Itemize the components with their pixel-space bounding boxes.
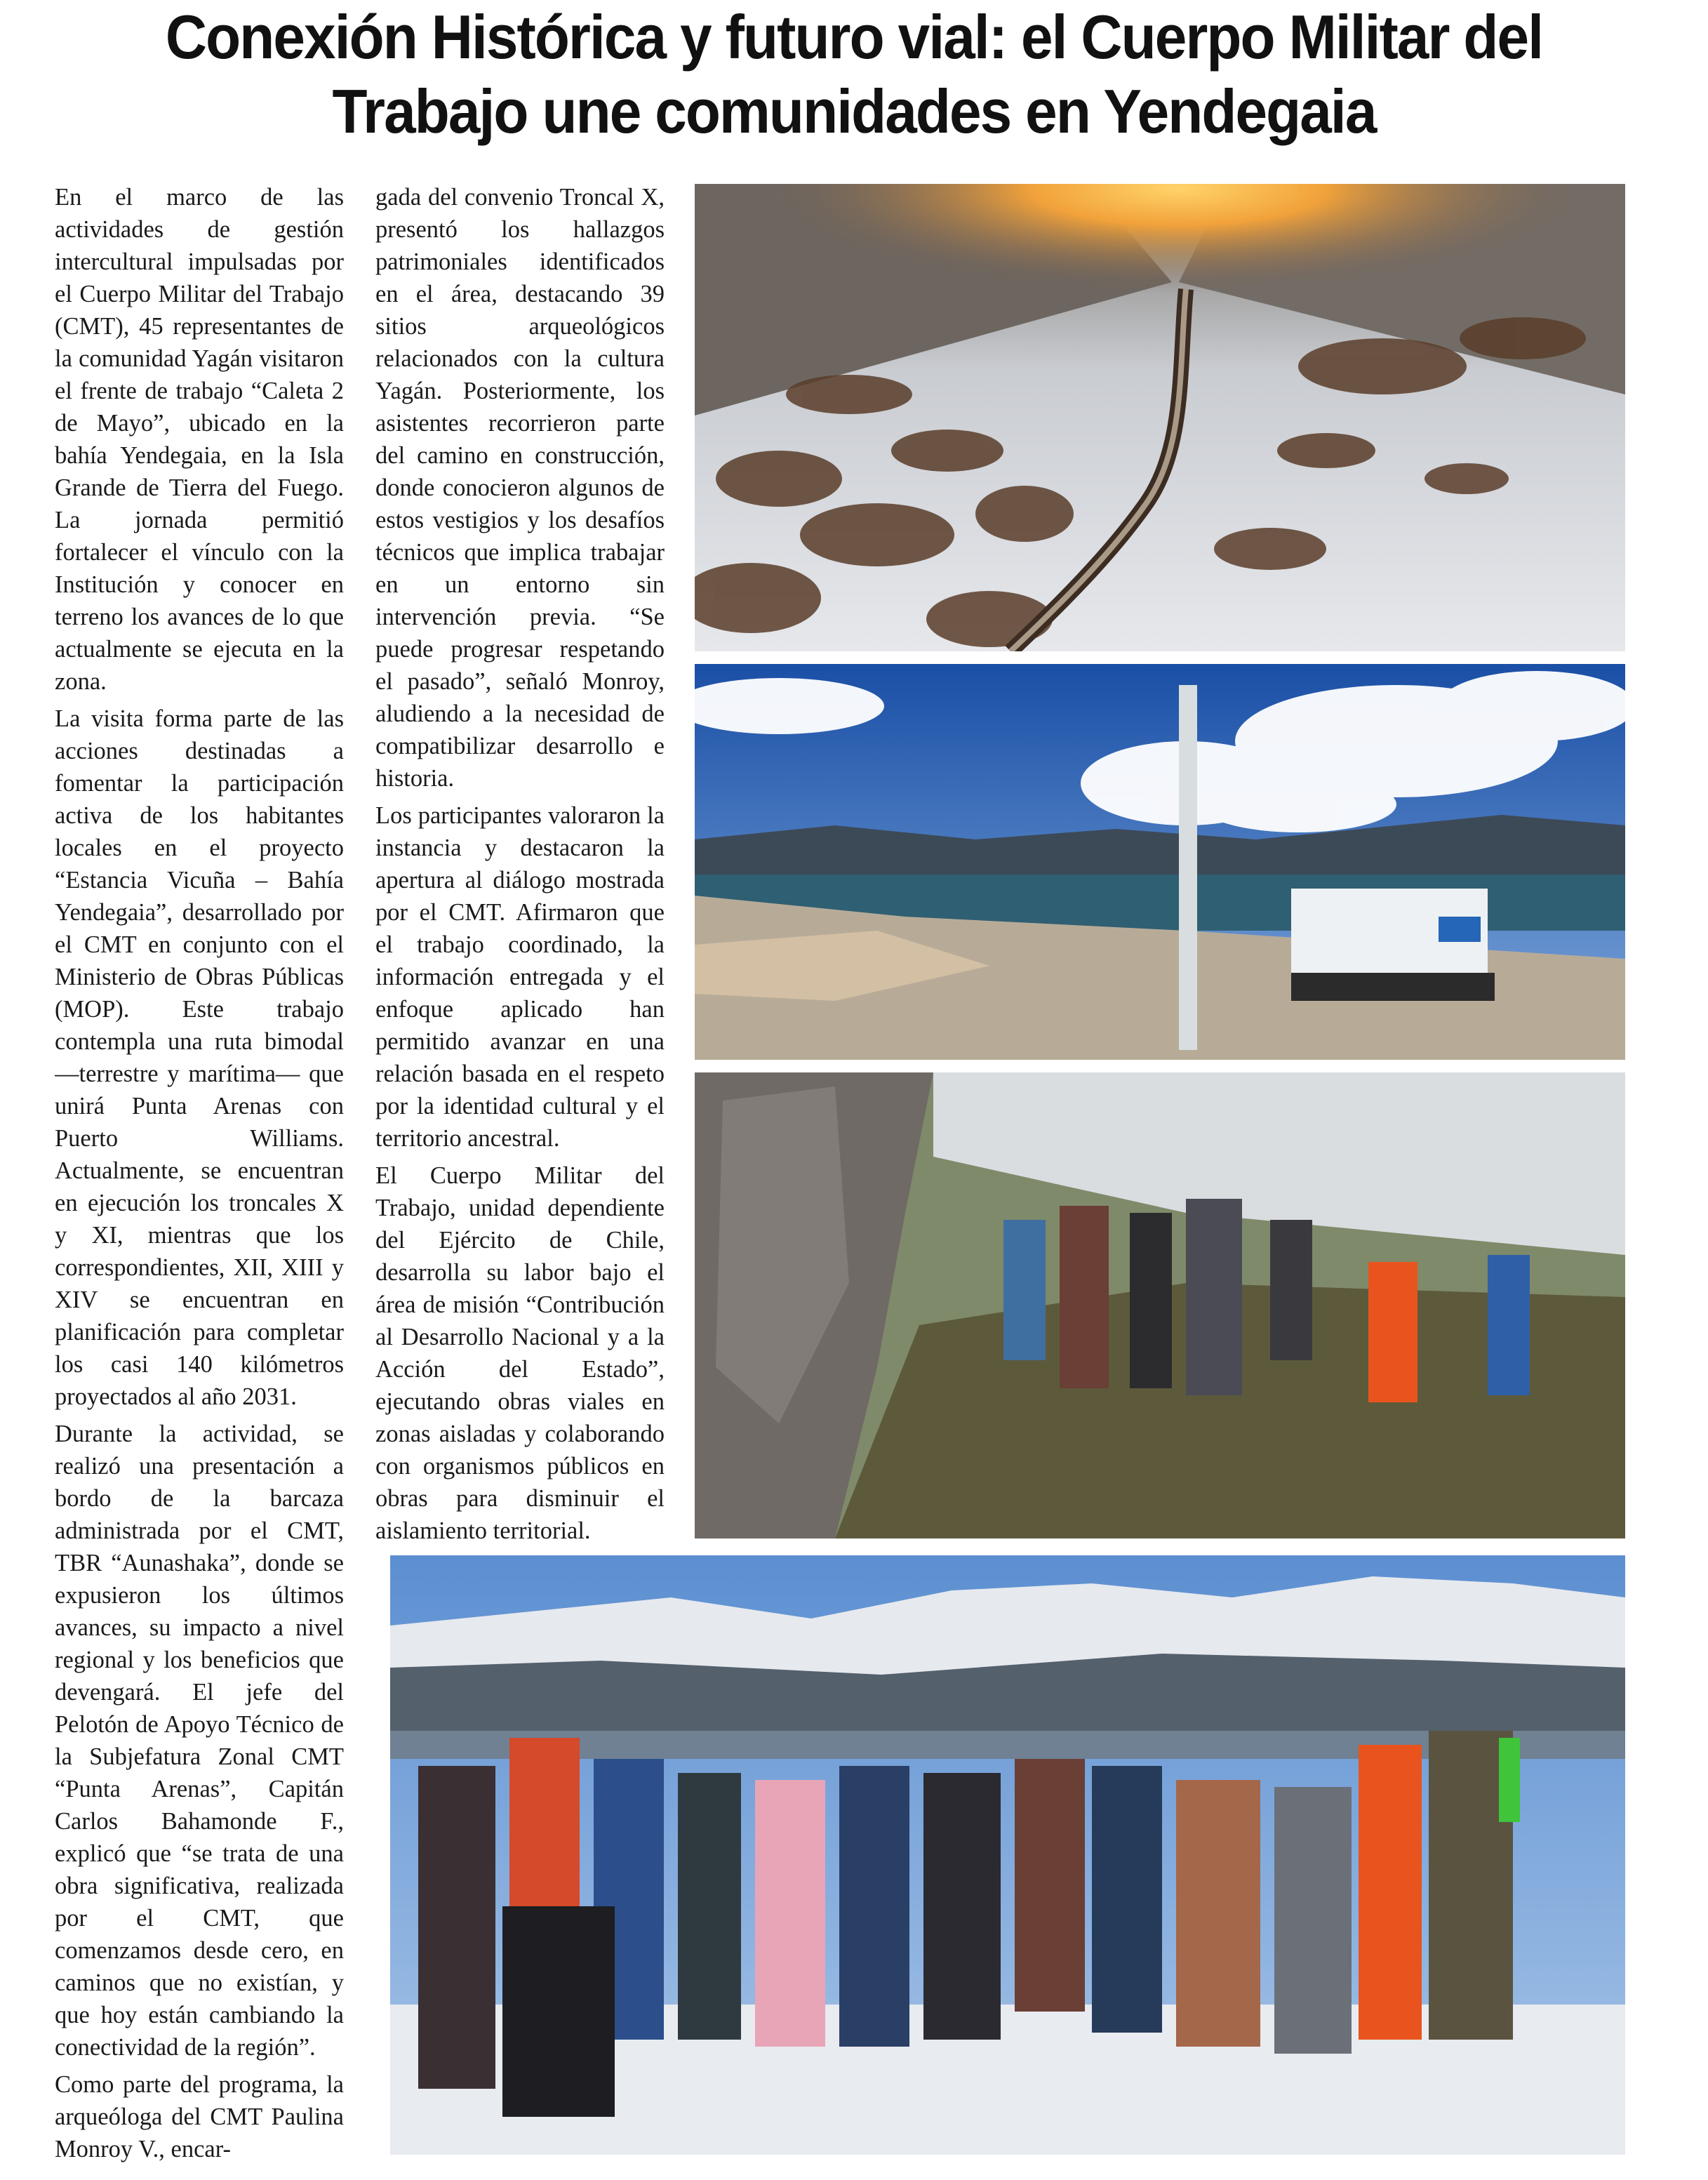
text-column-2 <box>375 181 665 1550</box>
photo-aerial-road-valley <box>695 184 1625 651</box>
article-title <box>99 0 1609 154</box>
text-column-1 <box>55 181 344 2174</box>
paragraph: La visita forma parte de las acciones destinadas a fomentar la participación activa de los habitantes locales en el proyecto “Estancia Vicuña – Bahía Yendegaia”, desarrollado por el CMT en conjunto con el Ministerio de Obras Públicas (MOP). Este trabajo contempla una ruta bimodal —terrestre y marítima— que unirá Punta Arenas con Puerto Williams. Actualmente, se encuentran en ejecución los troncales X y XI, mientras que los correspondientes, XII, XIII y XIV se encuentran en planificación para completar los casi 140 kilómetros proyectados al año 2031. <box>55 705 344 1410</box>
paragraph: En el marco de las actividades de gestión intercultural impulsadas por el Cuerpo Militar del Trabajo (CMT), 45 representantes de la comunidad Yagán visitaron el frente de trabajo “Caleta 2 de Mayo”, ubicado en la bahía Yendegaia, en la Isla Grande de Tierra del Fuego. La jornada permitió fortalecer el vínculo con la Institución y conocer en terreno los avances de lo que actualmente se ejecuta en la zona. <box>55 184 344 695</box>
title-line-2: Trabajo une comunidades en Yendegaia <box>332 77 1376 146</box>
paragraph: Como parte del programa, la arqueóloga del CMT Paulina Monroy V., encar- <box>55 2071 344 2162</box>
paragraph: Durante la actividad, se realizó una presentación a bordo de la barcaza administrada por el CMT, TBR “Aunashaka”, donde se expusieron los últimos avances, su impacto a nivel regional y los beneficios que devengará. El jefe del Pelotón de Apoyo Técnico de la Subjefatura Zonal CMT “Punta Arenas”, Capitán Carlos Bahamonde F., explicó que “se trata de una obra significativa, realizada por el CMT, que comenzamos desde cero, en caminos que no existían, y que hoy están cambiando la conectividad de la región”. <box>55 1421 344 2061</box>
photo-group-rock-wall <box>695 1072 1625 1538</box>
title-line-1: Conexión Histórica y futuro vial: el Cuerpo Militar del <box>165 2 1543 72</box>
paragraph: Los participantes valoraron la instancia y destacaron la apertura al diálogo mostrada por el CMT. Afirmaron que el trabajo coordinado, la información entregada y el enfoque aplicado han permitido avanzar en una relación basada en el respeto por la identidad cultural y el territorio ancestral. <box>375 802 665 1152</box>
paragraph: El Cuerpo Militar del Trabajo, unidad dependiente del Ejército de Chile, desarrolla su labor bajo el área de misión “Contribución al Desarrollo Nacional y a la Acción del Estado”, ejecutando obras viales en zonas aisladas y colaborando con organismos públicos en obras para disminuir el aislamiento territorial. <box>375 1162 665 1544</box>
photo-drilling-rig <box>695 664 1625 1060</box>
paragraph: gada del convenio Troncal X, presentó los hallazgos patrimoniales identificados en el área, destacando 39 sitios arqueológicos relacionados con la cultura Yagán. Posteriormente, los asistentes recorrieron parte del camino en construcción, donde conocieron algunos de estos vestigios y los desafíos técnicos que implica trabajar en un entorno sin intervención previa. “Se puede progresar respetando el pasado”, señaló Monroy, aludiendo a la necesidad de compatibilizar desarrollo e historia. <box>375 184 665 792</box>
photo-group-snow-mountains <box>390 1555 1625 2155</box>
